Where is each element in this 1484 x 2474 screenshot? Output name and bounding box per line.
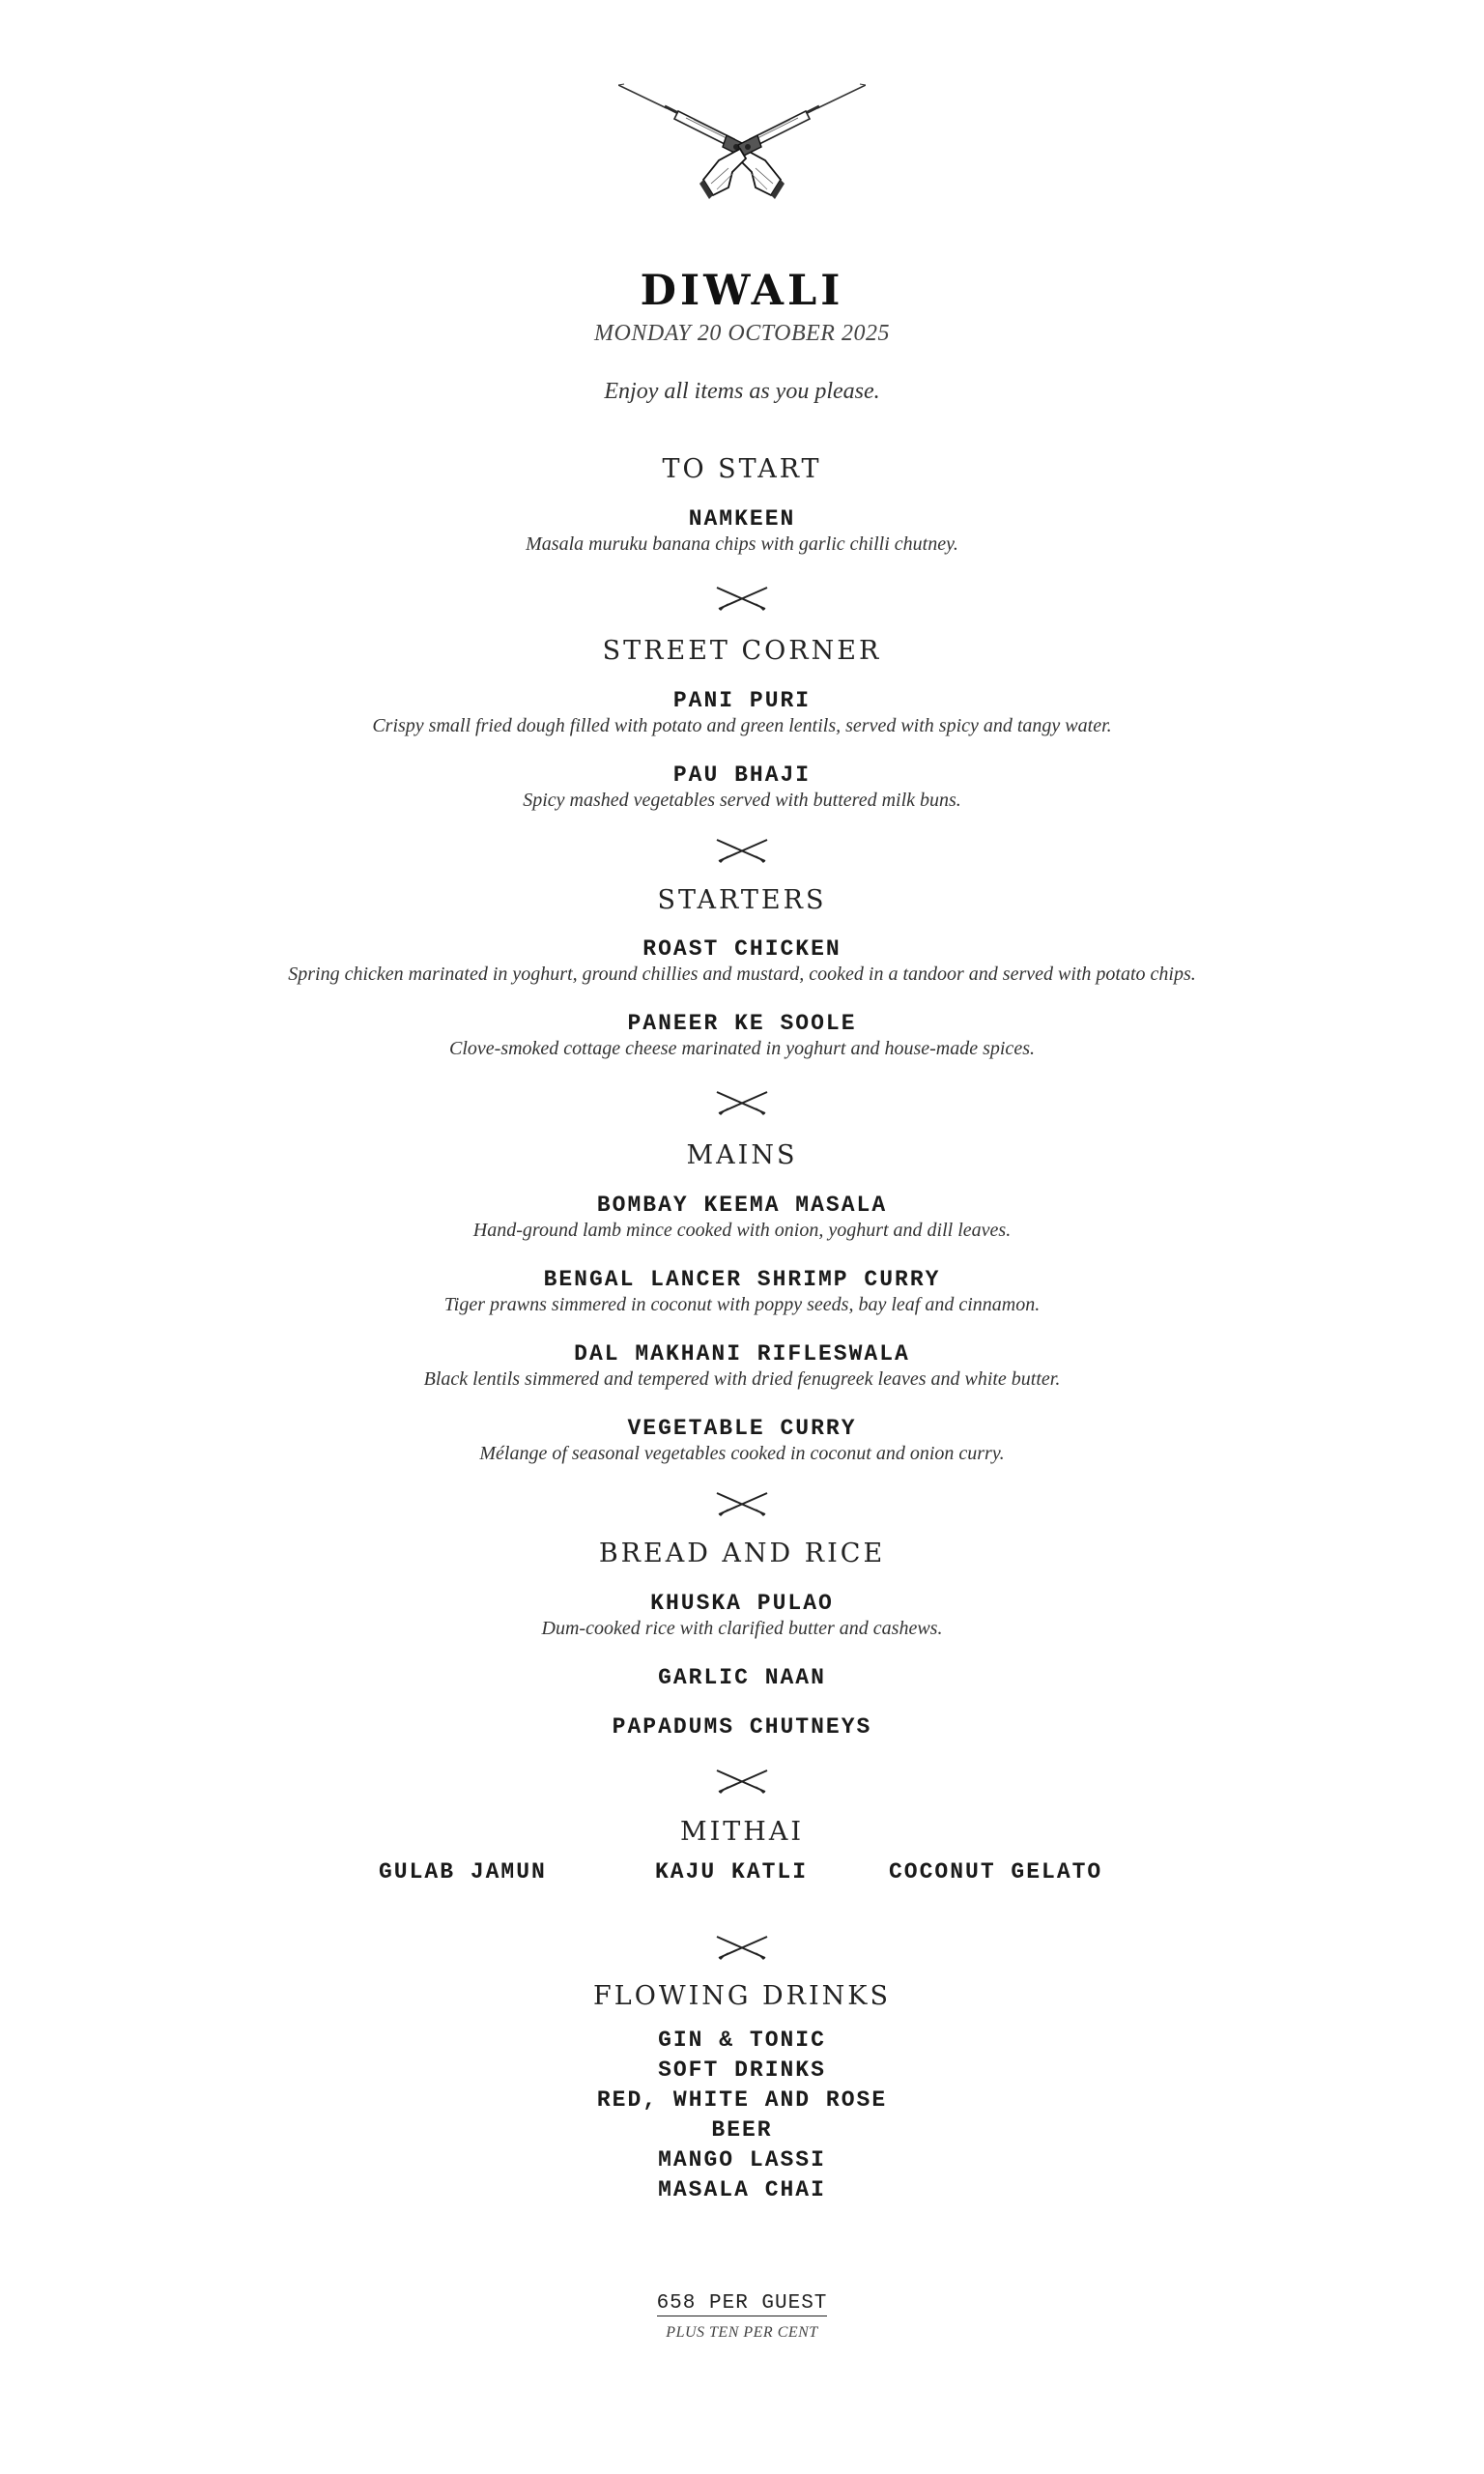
crossed-rifles-divider-icon	[713, 834, 771, 865]
drink-item-gin-tonic: GIN & TONIC	[658, 2028, 826, 2053]
price-note: PLUS TEN PER CENT	[666, 2324, 818, 2341]
drink-item-wine: RED, WHITE AND ROSE	[596, 2087, 888, 2113]
item-name-namkeen: NAMKEEN	[688, 506, 796, 532]
item-name-pani-puri: PANI PURI	[672, 688, 812, 713]
item-desc-pau-bhaji: Spicy mashed vegetables served with buttered milk buns.	[523, 790, 961, 811]
crossed-rifles-divider-icon	[713, 1765, 771, 1796]
section-heading-street-corner: STREET CORNER	[602, 636, 882, 666]
item-name-garlic-naan: GARLIC NAAN	[658, 1665, 826, 1690]
item-name-paneer-ke-soole: PANEER KE SOOLE	[627, 1011, 857, 1036]
item-name-vegetable-curry: VEGETABLE CURRY	[627, 1416, 857, 1441]
mithai-item-kaju-katli: KAJU KATLI	[655, 1859, 809, 1884]
crossed-rifles-divider-icon	[713, 1487, 771, 1518]
menu-date: MONDAY 20 OCTOBER 2025	[594, 321, 890, 346]
section-heading-starters: STARTERS	[657, 885, 827, 915]
item-name-khuska-pulao: KHUSKA PULAO	[650, 1591, 834, 1616]
drink-item-soft-drinks: SOFT DRINKS	[658, 2057, 826, 2083]
crossed-rifles-divider-icon	[713, 1086, 771, 1117]
crossed-rifles-divider-icon	[713, 1931, 771, 1962]
item-name-bombay-keema-masala: BOMBAY KEEMA MASALA	[596, 1193, 888, 1218]
item-desc-roast-chicken: Spring chicken marinated in yoghurt, ground chillies and mustard, cooked in a tandoor and served with potato chips.	[288, 964, 1196, 985]
price-per-guest	[0, 2292, 1484, 2315]
item-name-papadums-chutneys: PAPADUMS CHUTNEYS	[612, 1714, 872, 1740]
drink-item-mango-lassi: MANGO LASSI	[658, 2147, 826, 2172]
item-desc-khuska-pulao: Dum-cooked rice with clarified butter and cashews.	[541, 1618, 943, 1639]
item-desc-dal-makhani-rifleswala: Black lentils simmered and tempered with dried fenugreek leaves and white butter.	[423, 1368, 1061, 1390]
item-desc-namkeen: Masala muruku banana chips with garlic chilli chutney.	[526, 533, 958, 555]
section-heading-flowing-drinks: FLOWING DRINKS	[593, 1981, 891, 2011]
item-name-pau-bhaji: PAU BHAJI	[672, 762, 812, 788]
menu-title: DIWALI	[640, 267, 844, 315]
item-name-bengal-lancer-shrimp-curry: BENGAL LANCER SHRIMP CURRY	[543, 1267, 941, 1292]
section-heading-mithai: MITHAI	[679, 1817, 805, 1847]
menu-intro: Enjoy all items as you please.	[604, 379, 880, 404]
drink-item-masala-chai: MASALA CHAI	[658, 2177, 826, 2202]
section-heading-bread-and-rice: BREAD AND RICE	[598, 1539, 886, 1568]
crossed-rifles-divider-icon	[713, 582, 771, 613]
section-heading-mains: MAINS	[686, 1140, 798, 1170]
price-amount: 658 PER GUEST	[656, 2292, 828, 2315]
mithai-item-gulab-jamun: GULAB JAMUN	[379, 1859, 547, 1884]
item-desc-bengal-lancer-shrimp-curry: Tiger prawns simmered in coconut with poppy seeds, bay leaf and cinnamon.	[443, 1294, 1041, 1315]
item-desc-bombay-keema-masala: Hand-ground lamb mince cooked with onion, yoghurt and dill leaves.	[472, 1220, 1012, 1241]
item-name-roast-chicken: ROAST CHICKEN	[642, 936, 842, 962]
item-desc-pani-puri: Crispy small fried dough filled with potato and green lentils, served with spicy and tangy water.	[372, 715, 1112, 736]
section-heading-to-start: TO START	[662, 454, 822, 484]
item-desc-paneer-ke-soole: Clove-smoked cottage cheese marinated in yoghurt and house-made spices.	[449, 1038, 1035, 1059]
item-desc-vegetable-curry: Mélange of seasonal vegetables cooked in coconut and onion curry.	[479, 1443, 1005, 1464]
mithai-item-coconut-gelato: COCONUT GELATO	[889, 1859, 1103, 1884]
drink-item-beer: BEER	[711, 2117, 773, 2143]
crossed-rifles-icon	[618, 79, 866, 215]
item-name-dal-makhani-rifleswala: DAL MAKHANI RIFLESWALA	[574, 1341, 910, 1366]
